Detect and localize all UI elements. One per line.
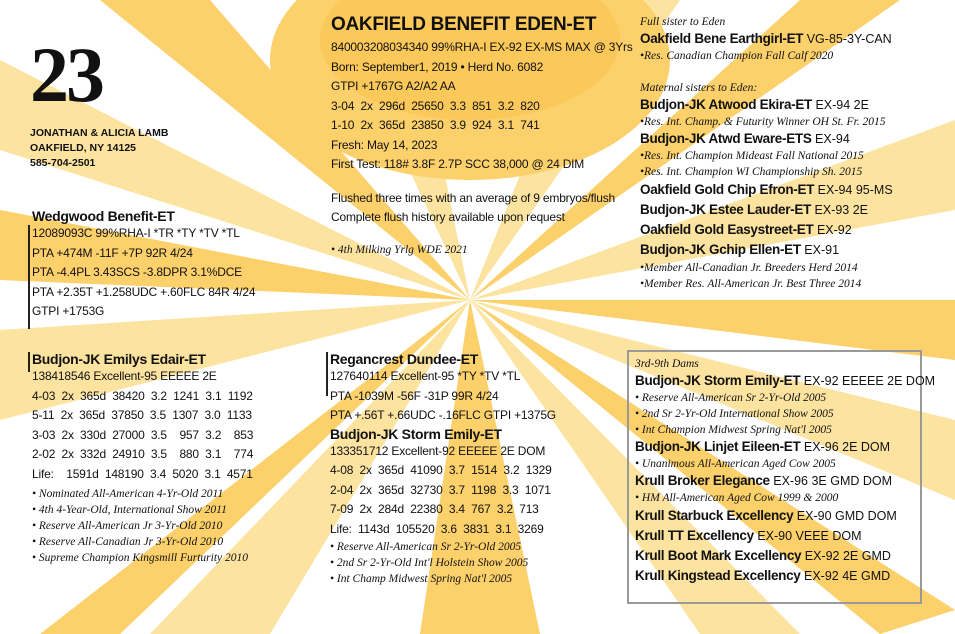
maternal-sister-name: Budjon-JK Atwood Ekira-ET <box>640 97 812 112</box>
maternal-sister-name: Budjon-JK Gchip Ellen-ET <box>640 242 801 257</box>
granddam-record: 7-09 2x 284d 22380 3.4 767 3.2 713 <box>330 502 539 516</box>
ancestor-dam-score: EX-92 2E GMD <box>801 549 891 563</box>
sire-bracket <box>28 225 30 329</box>
maternal-sister-note: •Res. Int. Champion WI Championship Sh. 2015 <box>640 166 863 178</box>
dam-registration: 138418546 Excellent-95 EEEEE 2E <box>32 369 217 383</box>
dam-honor: • 4th 4-Year-Old, International Show 2011 <box>32 504 227 516</box>
granddam-honor: • 2nd Sr 2-Yr-Old Int'l Holstein Show 2005 <box>330 557 529 569</box>
maternal-sister-name: Budjon-JK Estee Lauder-ET <box>640 202 812 217</box>
dam-bracket <box>28 352 30 372</box>
dams-block <box>635 356 936 586</box>
dam-sire-block <box>330 351 556 587</box>
owner-info <box>30 126 168 171</box>
dam-sire-line: PTA -1039M -56F -31P 99R 4/24 <box>330 388 499 403</box>
dam-sire-name: Regancrest Dundee-ET <box>330 351 479 367</box>
flush-line: Flushed three times with an average of 9 embryos/flush <box>331 190 616 205</box>
owner-phone: 585-704-2501 <box>30 157 96 169</box>
dam-record: 4-03 2x 365d 38420 3.2 1241 3.1 1192 <box>32 388 253 403</box>
ancestor-dam-note: • 2nd Sr 2-Yr-Old International Show 2005 <box>635 408 834 420</box>
dam-honor: • Supreme Champion Kingsmill Furturity 2010 <box>32 552 249 564</box>
ancestor-dam-name: Krull Kingstead Excellency <box>635 568 801 583</box>
record-line: 1-10 2x 365d 23850 3.9 924 3.1 741 <box>331 118 540 132</box>
ancestor-dam-note: • Reserve All-American Sr 2-Yr-Old 2005 <box>635 392 827 404</box>
sire-block <box>32 208 255 322</box>
ancestor-dam-name: Budjon-JK Linjet Eileen-ET <box>635 439 801 454</box>
ancestor-dam-score: EX-96 3E GMD DOM <box>769 474 893 488</box>
gtpi-line: GTPI +1767G A2/A2 AA <box>331 79 456 93</box>
ancestor-dam-name: Krull Broker Elegance <box>635 473 770 488</box>
full-sister-name: Oakfield Bene Earthgirl-ET <box>640 31 804 46</box>
dam-record: 3-03 2x 330d 27000 3.5 957 3.2 853 <box>32 427 254 442</box>
maternal-heading: Maternal sisters to Eden: <box>640 82 758 94</box>
born-line: Born: September1, 2019 • Herd No. 6082 <box>331 59 544 74</box>
sire-name: Wedgwood Benefit-ET <box>32 208 175 224</box>
sire-line: 12089093C 99%RHA-I *TR *TY *TV *TL <box>32 226 240 240</box>
first-test-line: First Test: 118# 3.8F 2.7P SCC 38,000 @ 24 DIM <box>331 157 585 171</box>
dam-lifetime: Life: 1591d 148190 3.4 5020 3.1 4571 <box>32 466 253 481</box>
maternal-sister-score: EX-92 <box>813 223 852 237</box>
owner-name: JONATHAN & ALICIA LAMB <box>30 127 169 139</box>
ancestor-dam-name: Krull Starbuck Excellency <box>635 508 794 523</box>
full-sister-score: VG-85-3Y-CAN <box>803 32 892 46</box>
main-animal-block <box>331 14 633 258</box>
maternal-sister-name: Oakfield Gold Chip Efron-ET <box>640 182 815 197</box>
maternal-sister-score: EX-93 2E <box>811 203 869 217</box>
dam-sire-line: 127640114 Excellent-95 *TY *TV *TL <box>330 369 521 383</box>
main-note: • 4th Milking Yrlg WDE 2021 <box>331 243 468 256</box>
ancestor-dam-note: • Unanimous All-American Aged Cow 2005 <box>635 458 836 470</box>
granddam-honor: • Int Champ Midwest Spring Nat'l 2005 <box>330 573 513 585</box>
dam-honor: • Reserve All-Canadian Jr 3-Yr-Old 2010 <box>32 536 224 548</box>
ancestor-dam-score: EX-92 EEEEE 2E DOM <box>800 374 936 388</box>
granddam-lifetime: Life: 1143d 105520 3.6 3831 3.1 3269 <box>330 521 544 536</box>
maternal-sister-score: EX-94 95-MS <box>814 183 893 197</box>
ancestor-dam-note: • Int Champion Midwest Spring Nat'l 2005 <box>635 424 832 436</box>
lot-number: 23 <box>30 31 102 118</box>
maternal-sister-name: Oakfield Gold Easystreet-ET <box>640 222 814 237</box>
full-sister-heading: Full sister to Eden <box>640 16 726 28</box>
ancestor-dam-name: Krull Boot Mark Excellency <box>635 548 802 563</box>
flush-line: Complete flush history available upon request <box>331 210 565 224</box>
full-sister-note: •Res. Canadian Champion Fall Calf 2020 <box>640 50 834 62</box>
dam-block <box>32 351 253 566</box>
dam-record: 5-11 2x 365d 37850 3.5 1307 3.0 1133 <box>32 408 252 422</box>
dam-sire-bracket <box>326 352 328 396</box>
maternal-sister-note: •Member Res. All-American Jr. Best Three 2014 <box>640 278 862 290</box>
granddam-record: 2-04 2x 365d 32730 3.7 1198 3.3 1071 <box>330 482 551 497</box>
ancestor-dam-score: EX-96 2E DOM <box>800 440 891 454</box>
dams-heading: 3rd-9th Dams <box>635 358 699 370</box>
granddam-honor: • Reserve All-American Sr 2-Yr-Old 2005 <box>330 541 522 553</box>
sire-line: PTA +474M -11F +7P 92R 4/24 <box>32 245 193 260</box>
owner-address: OAKFIELD, NY 14125 <box>30 142 137 154</box>
sire-line: GTPI +1753G <box>32 304 105 318</box>
animal-title: OAKFIELD BENEFIT EDEN-ET <box>331 14 597 35</box>
dam-honor: • Nominated All-American 4-Yr-Old 2011 <box>32 488 224 500</box>
granddam-record: 4-08 2x 365d 41090 3.7 1514 3.2 1329 <box>330 463 552 477</box>
maternal-sister-note: •Member All-Canadian Jr. Breeders Herd 2014 <box>640 262 858 274</box>
record-line: 3-04 2x 296d 25650 3.3 851 3.2 820 <box>331 98 540 113</box>
granddam-registration: 133351712 Excellent-92 EEEEE 2E DOM <box>330 443 546 458</box>
maternal-sister-note: •Res. Int. Champ. & Futurity Winner OH St. Fr. 2015 <box>640 116 886 128</box>
ancestor-dam-score: EX-90 GMD DOM <box>793 509 897 523</box>
dam-honor: • Reserve All-American Jr 3-Yr-Old 2010 <box>32 520 223 532</box>
maternal-sister-name: Budjon-JK Atwd Eware-ETS <box>640 131 812 146</box>
sire-line: PTA +2.35T +1.258UDC +.60FLC 84R 4/24 <box>32 284 256 299</box>
ancestor-dam-name: Krull TT Excellency <box>635 528 754 543</box>
dam-name: Budjon-JK Emilys Edair-ET <box>32 351 206 367</box>
granddam-name: Budjon-JK Storm Emily-ET <box>330 425 502 442</box>
ancestor-dam-score: EX-92 4E GMD <box>800 569 891 583</box>
ancestor-dam-name: Budjon-JK Storm Emily-ET <box>635 373 801 388</box>
ancestor-dam-score: EX-90 VEEE DOM <box>753 529 862 543</box>
registration-line: 840003208034340 99%RHA-I EX-92 EX-MS MAX @ 3Yrs <box>331 40 633 54</box>
sisters-block <box>640 14 950 292</box>
sire-line: PTA -4.4PL 3.43SCS -3.8DPR 3.1%DCE <box>32 265 242 279</box>
maternal-sister-note: •Res. Int. Champion Mideast Fall National 2015 <box>640 150 864 162</box>
maternal-sister-score: EX-91 <box>800 243 840 257</box>
dam-record: 2-02 2x 332d 24910 3.5 880 3.1 774 <box>32 447 254 461</box>
fresh-line: Fresh: May 14, 2023 <box>331 137 438 152</box>
maternal-sister-score: EX-94 <box>811 132 850 146</box>
dam-sire-line: PTA +.56T +.66UDC -.16FLC GTPI +1375G <box>330 408 556 422</box>
ancestor-dam-note: • HM All-American Aged Cow 1999 & 2000 <box>635 492 839 504</box>
maternal-sister-score: EX-94 2E <box>812 98 869 112</box>
